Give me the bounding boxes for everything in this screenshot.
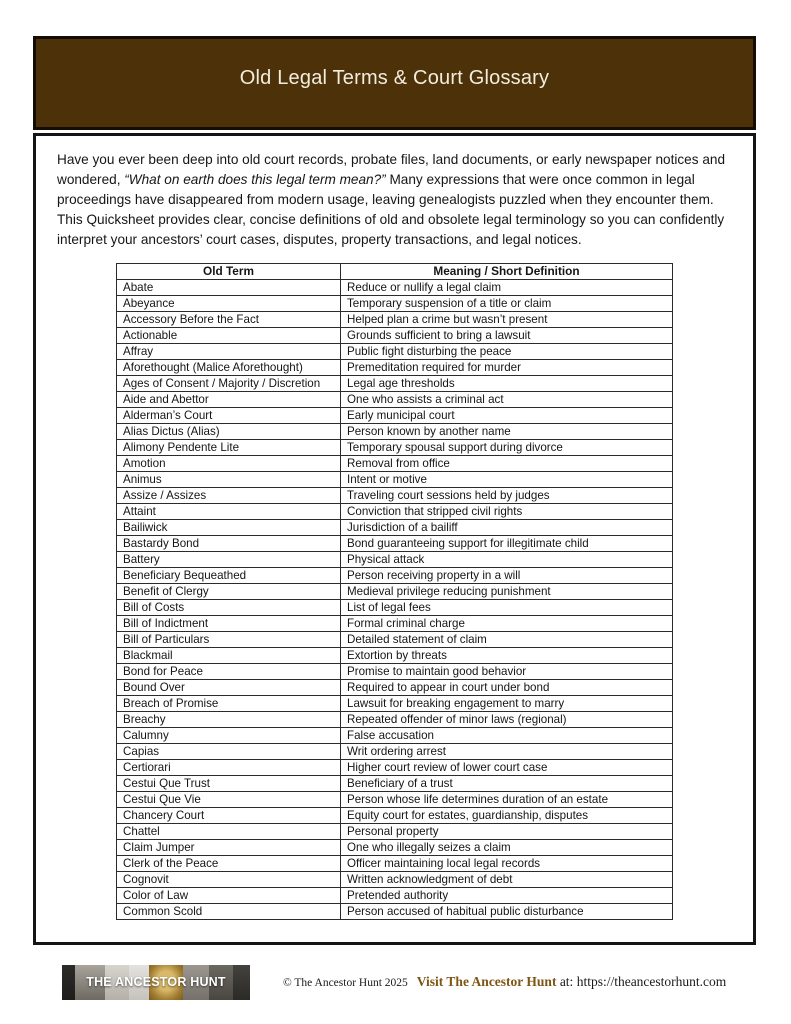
table-cell: Early municipal court bbox=[341, 408, 673, 424]
table-row bbox=[117, 328, 673, 344]
table-cell: Affray bbox=[117, 344, 341, 360]
table-cell: Jurisdiction of a bailiff bbox=[341, 520, 673, 536]
table-cell: Required to appear in court under bond bbox=[341, 680, 673, 696]
table-row bbox=[117, 472, 673, 488]
table-row bbox=[117, 536, 673, 552]
table-cell: Officer maintaining local legal records bbox=[341, 856, 673, 872]
table-cell: Animus bbox=[117, 472, 341, 488]
column-header-old-term: Old Term bbox=[117, 264, 341, 280]
table-cell: Reduce or nullify a legal claim bbox=[341, 280, 673, 296]
header-row bbox=[117, 264, 673, 280]
table-cell: Amotion bbox=[117, 456, 341, 472]
table-cell: Alderman’s Court bbox=[117, 408, 341, 424]
table-cell: Legal age thresholds bbox=[341, 376, 673, 392]
at-label: at: bbox=[556, 974, 577, 989]
table-cell: One who assists a criminal act bbox=[341, 392, 673, 408]
content-box bbox=[33, 133, 756, 945]
table-cell: Capias bbox=[117, 744, 341, 760]
table-row bbox=[117, 792, 673, 808]
table-cell: Alias Dictus (Alias) bbox=[117, 424, 341, 440]
table-cell: List of legal fees bbox=[341, 600, 673, 616]
table-row bbox=[117, 696, 673, 712]
table-cell: Abeyance bbox=[117, 296, 341, 312]
table-row bbox=[117, 904, 673, 920]
table-row bbox=[117, 280, 673, 296]
table-cell: Battery bbox=[117, 552, 341, 568]
table-cell: Conviction that stripped civil rights bbox=[341, 504, 673, 520]
table-cell: Traveling court sessions held by judges bbox=[341, 488, 673, 504]
table-cell: Temporary spousal support during divorce bbox=[341, 440, 673, 456]
table-cell: Grounds sufficient to bring a lawsuit bbox=[341, 328, 673, 344]
table-cell: Clerk of the Peace bbox=[117, 856, 341, 872]
table-row bbox=[117, 616, 673, 632]
table-cell: Chattel bbox=[117, 824, 341, 840]
glossary-table-header bbox=[117, 264, 673, 280]
table-cell: Equity court for estates, guardianship, disputes bbox=[341, 808, 673, 824]
table-row bbox=[117, 376, 673, 392]
table-cell: Benefit of Clergy bbox=[117, 584, 341, 600]
table-row bbox=[117, 776, 673, 792]
table-cell: Beneficiary Bequeathed bbox=[117, 568, 341, 584]
table-cell: Repeated offender of minor laws (regional) bbox=[341, 712, 673, 728]
table-cell: Abate bbox=[117, 280, 341, 296]
table-row bbox=[117, 760, 673, 776]
table-cell: Attaint bbox=[117, 504, 341, 520]
table-cell: Certiorari bbox=[117, 760, 341, 776]
copyright-text: © The Ancestor Hunt 2025 bbox=[283, 977, 408, 989]
table-row bbox=[117, 312, 673, 328]
table-cell: Formal criminal charge bbox=[341, 616, 673, 632]
table-cell: Alimony Pendente Lite bbox=[117, 440, 341, 456]
table-row bbox=[117, 808, 673, 824]
table-row bbox=[117, 344, 673, 360]
table-cell: Writ ordering arrest bbox=[341, 744, 673, 760]
table-row bbox=[117, 856, 673, 872]
table-cell: Bond guaranteeing support for illegitimate child bbox=[341, 536, 673, 552]
glossary-table-body bbox=[117, 280, 673, 920]
table-row bbox=[117, 872, 673, 888]
table-row bbox=[117, 600, 673, 616]
table-row bbox=[117, 648, 673, 664]
footer-text bbox=[283, 973, 726, 991]
intro-paragraph bbox=[57, 150, 732, 250]
table-cell: Temporary suspension of a title or claim bbox=[341, 296, 673, 312]
table-cell: Physical attack bbox=[341, 552, 673, 568]
table-row bbox=[117, 568, 673, 584]
table-row bbox=[117, 824, 673, 840]
table-cell: Person whose life determines duration of an estate bbox=[341, 792, 673, 808]
table-cell: Helped plan a crime but wasn’t present bbox=[341, 312, 673, 328]
table-row bbox=[117, 584, 673, 600]
table-cell: Cestui Que Vie bbox=[117, 792, 341, 808]
table-row bbox=[117, 456, 673, 472]
table-row bbox=[117, 440, 673, 456]
table-row bbox=[117, 408, 673, 424]
table-cell: Chancery Court bbox=[117, 808, 341, 824]
table-cell: Lawsuit for breaking engagement to marry bbox=[341, 696, 673, 712]
table-cell: Higher court review of lower court case bbox=[341, 760, 673, 776]
intro-italic-quote: “What on earth does this legal term mean?” bbox=[124, 172, 386, 187]
table-cell: Pretended authority bbox=[341, 888, 673, 904]
table-cell: Aide and Abettor bbox=[117, 392, 341, 408]
logo-text: THE ANCESTOR HUNT bbox=[86, 975, 226, 989]
table-cell: Cestui Que Trust bbox=[117, 776, 341, 792]
table-row bbox=[117, 504, 673, 520]
page-title: Old Legal Terms & Court Glossary bbox=[239, 66, 550, 89]
table-cell: False accusation bbox=[341, 728, 673, 744]
table-row bbox=[117, 664, 673, 680]
table-cell: Ages of Consent / Majority / Discretion bbox=[117, 376, 341, 392]
table-cell: Bound Over bbox=[117, 680, 341, 696]
table-row bbox=[117, 520, 673, 536]
table-cell: Breach of Promise bbox=[117, 696, 341, 712]
table-cell: Breachy bbox=[117, 712, 341, 728]
table-cell: Person accused of habitual public disturbance bbox=[341, 904, 673, 920]
table-cell: Claim Jumper bbox=[117, 840, 341, 856]
table-cell: Bastardy Bond bbox=[117, 536, 341, 552]
glossary-table bbox=[116, 263, 673, 920]
table-cell: Intent or motive bbox=[341, 472, 673, 488]
table-cell: Premeditation required for murder bbox=[341, 360, 673, 376]
table-cell: Bill of Particulars bbox=[117, 632, 341, 648]
ancestor-hunt-logo bbox=[62, 965, 250, 1000]
table-cell: Personal property bbox=[341, 824, 673, 840]
table-cell: Bond for Peace bbox=[117, 664, 341, 680]
table-cell: Blackmail bbox=[117, 648, 341, 664]
table-cell: Accessory Before the Fact bbox=[117, 312, 341, 328]
table-cell: Actionable bbox=[117, 328, 341, 344]
table-cell: Detailed statement of claim bbox=[341, 632, 673, 648]
table-row bbox=[117, 488, 673, 504]
table-row bbox=[117, 296, 673, 312]
intro-text-start: Have you ever been deep into old court records, probate files, land documents, or early newspaper notices and wondered, bbox=[57, 152, 725, 187]
table-cell: Public fight disturbing the peace bbox=[341, 344, 673, 360]
visit-label: Visit The Ancestor Hunt bbox=[416, 974, 557, 989]
table-cell: Person known by another name bbox=[341, 424, 673, 440]
table-cell: Color of Law bbox=[117, 888, 341, 904]
title-banner bbox=[33, 36, 756, 130]
table-cell: Calumny bbox=[117, 728, 341, 744]
table-row bbox=[117, 392, 673, 408]
table-cell: Extortion by threats bbox=[341, 648, 673, 664]
table-cell: Removal from office bbox=[341, 456, 673, 472]
table-cell: Written acknowledgment of debt bbox=[341, 872, 673, 888]
table-cell: Promise to maintain good behavior bbox=[341, 664, 673, 680]
table-row bbox=[117, 680, 673, 696]
table-cell: Person receiving property in a will bbox=[341, 568, 673, 584]
table-cell: Cognovit bbox=[117, 872, 341, 888]
website-link[interactable]: https://theancestorhunt.com bbox=[576, 974, 727, 989]
table-cell: Bill of Indictment bbox=[117, 616, 341, 632]
table-cell: Beneficiary of a trust bbox=[341, 776, 673, 792]
table-row bbox=[117, 712, 673, 728]
table-cell: Bill of Costs bbox=[117, 600, 341, 616]
table-cell: One who illegally seizes a claim bbox=[341, 840, 673, 856]
table-row bbox=[117, 360, 673, 376]
table-cell: Assize / Assizes bbox=[117, 488, 341, 504]
table-cell: Bailiwick bbox=[117, 520, 341, 536]
intro-text-end: Many expressions that were once common in legal proceedings have disappeared from modern usage, leaving genealogists puzzled when they encounter them. This Quicksheet provides clear, concise definitions of old and obsolete legal terminology so you can confidently interpret your ancestors’ court cases, disputes, property transactions, and legal notices. bbox=[57, 172, 725, 247]
column-header-meaning: Meaning / Short Definition bbox=[341, 264, 673, 280]
table-row bbox=[117, 744, 673, 760]
table-row bbox=[117, 552, 673, 568]
table-row bbox=[117, 840, 673, 856]
table-row bbox=[117, 632, 673, 648]
footer bbox=[33, 961, 756, 1003]
table-row bbox=[117, 888, 673, 904]
table-cell: Medieval privilege reducing punishment bbox=[341, 584, 673, 600]
table-row bbox=[117, 424, 673, 440]
table-row bbox=[117, 728, 673, 744]
table-cell: Aforethought (Malice Aforethought) bbox=[117, 360, 341, 376]
table-cell: Common Scold bbox=[117, 904, 341, 920]
